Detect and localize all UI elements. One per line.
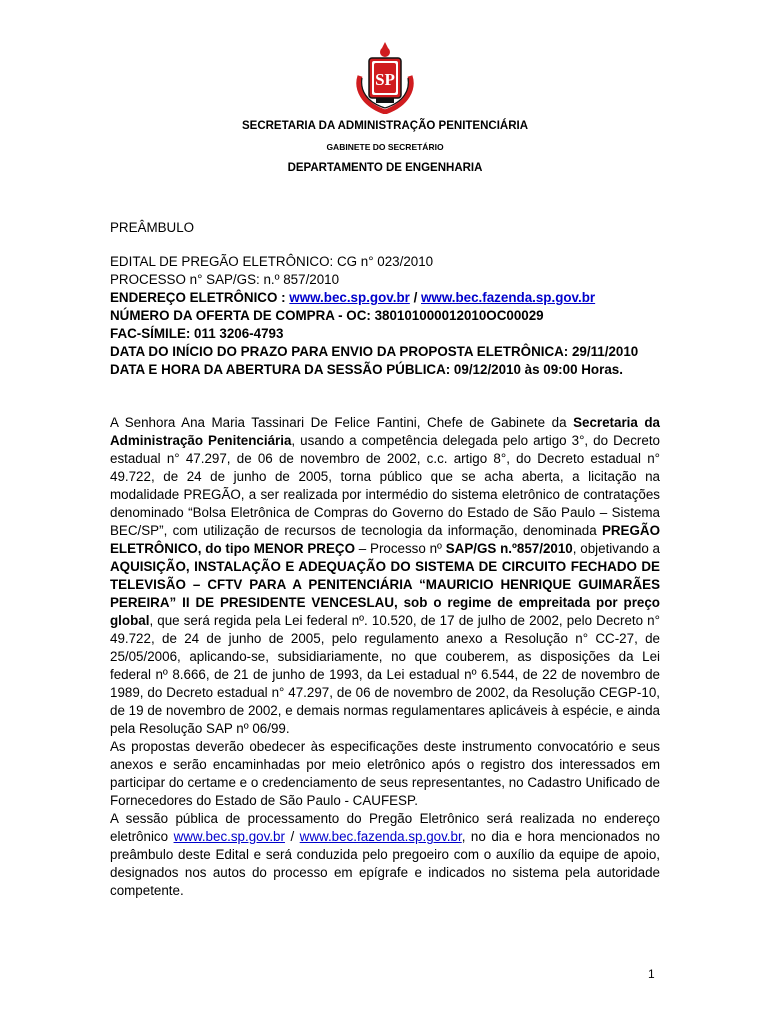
edital-body — [110, 414, 660, 900]
p1-bold-processo: SAP/GS n.º857/2010 — [445, 541, 573, 556]
paragraph-convocation — [110, 414, 660, 738]
header-gabinete: GABINETE DO SECRETÁRIO — [326, 142, 444, 152]
bec-sp-link[interactable]: www.bec.sp.gov.br — [289, 290, 410, 305]
p3-text-1: A sessão pública de processamento do Pregão Eletrônico será realizada no endereço eletrônico — [110, 811, 660, 844]
seal-letters: SP — [375, 70, 395, 89]
p1-text-4: , objetivando a — [572, 541, 660, 556]
numero-oferta-line: NÚMERO DA OFERTA DE COMPRA - OC: 380101000012010OC00029 — [110, 308, 544, 323]
p3-separator: / — [284, 829, 300, 844]
fac-simile-line: FAC-SÍMILE: 011 3206-4793 — [110, 326, 284, 341]
endereco-line — [110, 289, 660, 307]
p1-text-5: , que será regida pela Lei federal nº. 10.520, de 17 de julho de 2002, pelo Decreto n° 49.722, de 24 de junho de 2005, pelo regulamento anexo a Resolução n° CC-27, de 25/05/2006, aplicando-se, subsidiariamente, no que couberem, as disposições da Lei federal nº 8.666, de 21 de junho de 1993, da Lei estadual nº 6.544, de 22 de novembro de 1989, do Decreto estadual n° 47.297, de 06 de novembro de 2002, da Resolução CEGP-10, de 19 de novembro de 2002, e demais normas regulamentares aplicáveis à espécie, e ainda pela Resolução SAP nº 06/99. — [110, 613, 660, 736]
p1-text-1: A Senhora Ana Maria Tassinari De Felice Fantini, Chefe de Gabinete da — [110, 415, 574, 430]
preambulo-heading: PREÂMBULO — [110, 220, 195, 235]
p1-text-3: – Processo nº — [355, 541, 446, 556]
p3-text-2: , no dia e hora mencionados no preâmbulo deste Edital e será conduzida pelo pregoeiro com o auxílio da equipe de apoio, designados nos autos do processo em epígrafe e indicados no sistema pela autoridade competente. — [110, 829, 660, 898]
p1-text-2: , usando a competência delegada pelo artigo 3°, do Decreto estadual n° 47.297, de 06 de novembro de 2002, c.c. artigo 8°, do Decreto estadual n° 49.722, de 24 de junho de 2005, torna público que se acha aberta, a licitação na modalidade PREGÃO, a ser realizada por intermédio do sistema eletrônico de contratações denominado “Bolsa Eletrônica de Compras do Governo do Estado de São Paulo – Sistema BEC/SP”, com utilização de recursos de tecnologia da informação, denominada — [110, 433, 661, 538]
p3-bec-sp-link[interactable]: www.bec.sp.gov.br — [173, 829, 285, 844]
edital-metadata — [110, 253, 660, 379]
data-abertura-line: DATA E HORA DA ABERTURA DA SESSÃO PÚBLICA: 09/12/2010 às 09:00 Horas. — [110, 362, 623, 377]
data-inicio-line: DATA DO INÍCIO DO PRAZO PARA ENVIO DA PROPOSTA ELETRÔNICA: 29/11/2010 — [110, 344, 639, 359]
edital-line: EDITAL DE PREGÃO ELETRÔNICO: CG n° 023/2010 — [110, 254, 434, 269]
header-departamento: DEPARTAMENTO DE ENGENHARIA — [287, 162, 483, 174]
processo-line: PROCESSO n° SAP/GS: n.º 857/2010 — [110, 272, 340, 287]
sao-paulo-seal — [352, 42, 418, 114]
bec-fazenda-link[interactable]: www.bec.fazenda.sp.gov.br — [421, 290, 596, 305]
link-separator: / — [409, 290, 422, 305]
p3-bec-fazenda-link[interactable]: www.bec.fazenda.sp.gov.br — [299, 829, 462, 844]
page-number: 1 — [648, 967, 655, 981]
p1-bold-secretaria: Secretaria da Administração Penitenciária — [110, 415, 660, 448]
header-secretaria: SECRETARIA DA ADMINISTRAÇÃO PENITENCIÁRIA — [241, 120, 528, 132]
endereco-label: ENDEREÇO ELETRÔNICO : — [110, 290, 290, 305]
paragraph-propostas: As propostas deverão obedecer às especificações deste instrumento convocatório e seus anexos e serão encaminhadas por meio eletrônico após o registro dos interessados em participar do certame e o credenciamento de seus representantes, no Cadastro Unificado de Fornecedores do Estado de São Paulo - CAUFESP. — [110, 739, 660, 808]
p1-bold-pregao: PREGÃO ELETRÔNICO, do tipo MENOR PREÇO — [110, 523, 660, 556]
paragraph-sessao — [110, 810, 660, 900]
p1-bold-objeto: AQUISIÇÃO, INSTALAÇÃO E ADEQUAÇÃO DO SISTEMA DE CIRCUITO FECHADO DE TELEVISÃO – CFTV PARA A PENITENCIÁRIA “MAURICIO HENRIQUE GUIMARÃES PEREIRA” II DE PRESIDENTE VENCESLAU, sob o regime de empreitada por preço global — [110, 559, 660, 628]
